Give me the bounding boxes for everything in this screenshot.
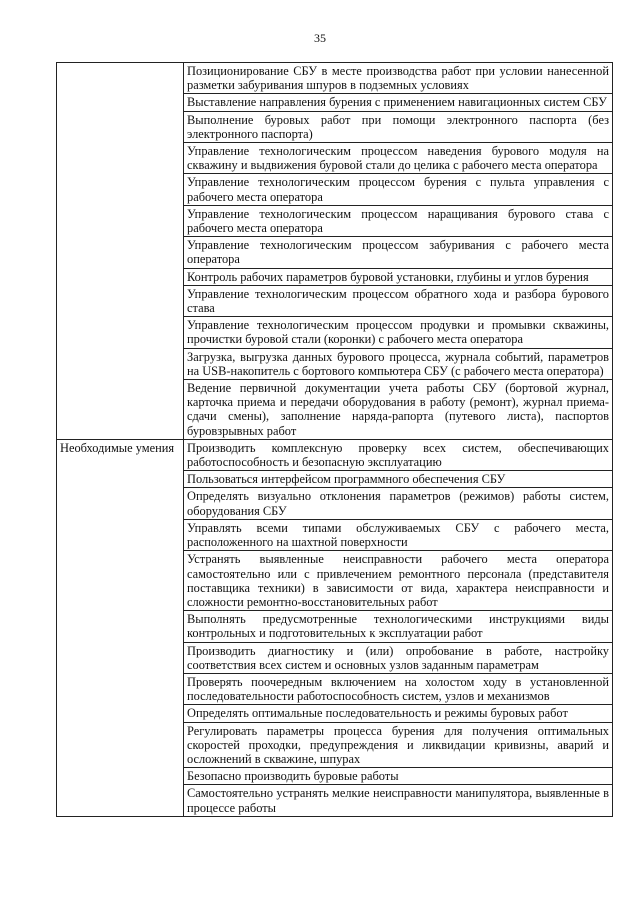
page-number: 35 [314,31,326,45]
table-cell: Регулировать параметры процесса бурения для получения оптимальных скоростей проходки, предупреждения и ликвидации кривизны, аварий и осложнений в скважине, шпурах [184,722,613,768]
table-cell: Загрузка, выгрузка данных бурового процесса, журнала событий, параметров на USB-накопитель с бортового компьютера СБУ (с рабочего места оператора) [184,348,613,379]
table-cell: Определять оптимальные последовательность и режимы буровых работ [184,705,613,722]
table-cell: Управлять всеми типами обслуживаемых СБУ с рабочего места, расположенного на шахтной поверхности [184,519,613,550]
table-cell: Управление технологическим процессом продувки и промывки скважины, прочистки буровой стали (коронки) с рабочего места оператора [184,317,613,348]
table-cell: Управление технологическим процессом обратного хода и разбора бурового става [184,285,613,316]
table-row [57,439,613,470]
table-cell: Выполнять предусмотренные технологическими инструкциями виды контрольных и подготовительных к эксплуатации работ [184,611,613,642]
table-cell: Контроль рабочих параметров буровой установки, глубины и углов бурения [184,268,613,285]
table-cell: Ведение первичной документации учета работы СБУ (бортовой журнал, карточка приема и передачи оборудования в работу (ремонт), журнал приема-сдачи смены), заполнение наряда-рапорта (путевого листа), паспортов буровзрывных работ [184,380,613,440]
table-cell: Безопасно производить буровые работы [184,768,613,785]
table-cell: Управление технологическим процессом бурения с пульта управления с рабочего места оператора [184,174,613,205]
table-cell: Позиционирование СБУ в месте производства работ при условии нанесенной разметки забуривания шпуров в подземных условиях [184,63,613,94]
table-cell: Производить комплексную проверку всех систем, обеспечивающих работоспособность и безопасную эксплуатацию [184,439,613,470]
table-cell: Определять визуально отклонения параметров (режимов) работы систем, оборудования СБУ [184,488,613,519]
table-row [57,63,613,94]
table-body [57,63,613,817]
table-cell: Управление технологическим процессом наведения бурового модуля на скважину и выдвижения буровой стали до целика с рабочего места оператора [184,143,613,174]
table-cell: Выставление направления бурения с применением навигационных систем СБУ [184,94,613,111]
table-cell: Производить диагностику и (или) опробование в работе, настройку соответствия всех систем и основных узлов заданным параметрам [184,642,613,673]
table-cell: Выполнение буровых работ при помощи электронного паспорта (без электронного паспорта) [184,111,613,142]
table-cell: Устранять выявленные неисправности рабочего места оператора самостоятельно или с привлечением ремонтного персонала (представителя поставщика техники) в зависимости от вида, характера неисправности и сложности ремонтно-восстановительных работ [184,551,613,611]
table-cell: Управление технологическим процессом наращивания бурового става с рабочего места оператора [184,205,613,236]
table-cell: Пользоваться интерфейсом программного обеспечения СБУ [184,471,613,488]
competency-table [56,62,613,817]
table-cell: Проверять поочередным включением на холостом ходу в установленной последовательности работоспособность систем, узлов и механизмов [184,673,613,704]
table-cell: Управление технологическим процессом забуривания с рабочего места оператора [184,237,613,268]
section-label [57,63,184,440]
section-label: Необходимые умения [57,439,184,816]
table-cell: Самостоятельно устранять мелкие неисправности манипулятора, выявленные в процессе работы [184,785,613,816]
